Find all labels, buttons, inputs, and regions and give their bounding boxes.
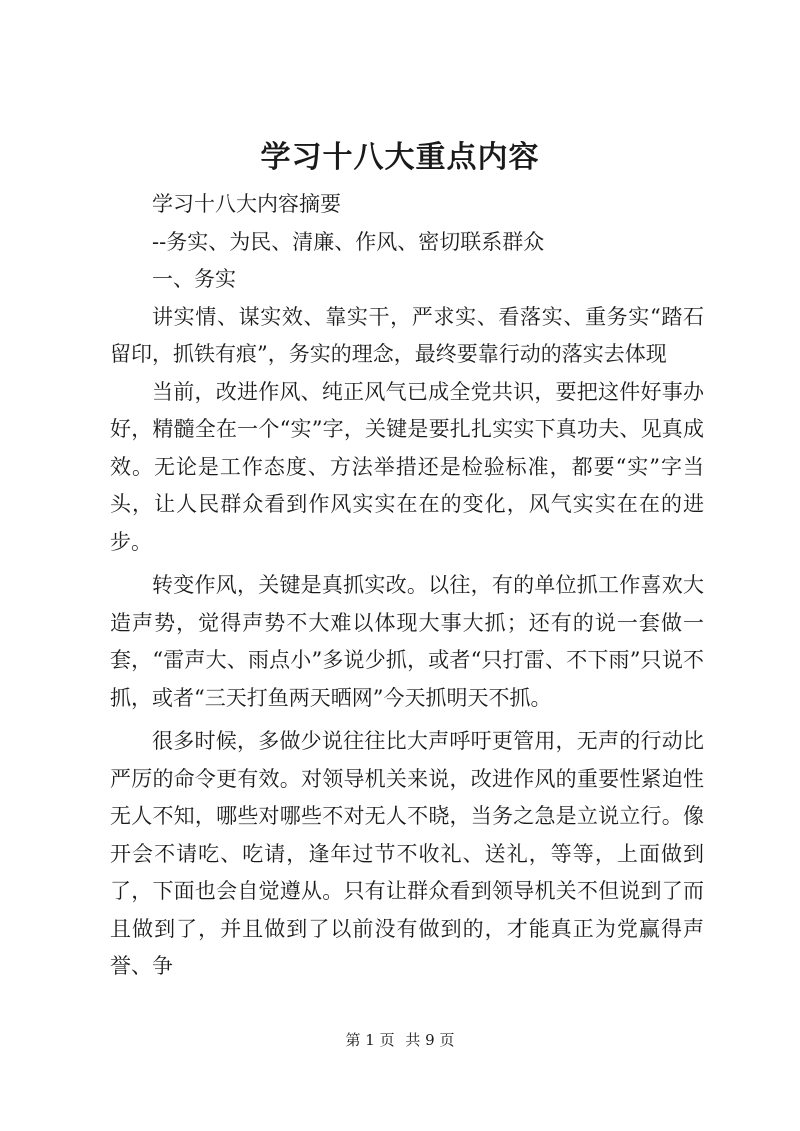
page-number: 第 1 页 bbox=[345, 1031, 395, 1049]
paragraph: 讲实情、谋实效、靠实干，严求实、看落实、重务实“踏石留印，抓铁有痕”，务实的理念，最终要靠行动的落实去体现 bbox=[110, 304, 704, 366]
page-footer bbox=[0, 1030, 800, 1050]
paragraph-summary-heading: 学习十八大内容摘要 bbox=[152, 192, 341, 216]
document-title: 学习十八大重点内容 bbox=[260, 140, 540, 175]
paragraph-section-heading: 一、务实 bbox=[152, 267, 236, 291]
document-body bbox=[110, 186, 704, 986]
paragraph-subtitle: --务实、为民、清廉、作风、密切联系群众 bbox=[152, 229, 545, 254]
page-total: 共 9 页 bbox=[405, 1031, 455, 1049]
paragraph: 当前，改进作风、纯正风气已成全党共识，要把这件好事办好，精髓全在一个“实”字，关键是要扎扎实实下真功夫、见真成效。无论是工作态度、方法举措还是检验标准，都要“实”字当头，让人民群众看到作风实实在在的变化，风气实实在在的进步。 bbox=[110, 379, 704, 554]
paragraph: 很多时候，多做少说往往比大声呼吁更管用，无声的行动比严厉的命令更有效。对领导机关来说，改进作风的重要性紧迫性无人不知，哪些对哪些不对无人不晓，当务之急是立说立行。像开会不请吃、吃请，逢年过节不收礼、送礼，等等，上面做到了，下面也会自觉遵从。只有让群众看到领导机关不但说到了而且做到了，并且做到了以前没有做到的，才能真正为党赢得声誉、争 bbox=[110, 729, 704, 978]
paragraph: 转变作风，关键是真抓实改。以往，有的单位抓工作喜欢大造声势，觉得声势不大难以体现大事大抓；还有的说一套做一套，“雷声大、雨点小”多说少抓，或者“只打雷、不下雨”只说不抓，或者“三天打鱼两天晒网”今天抓明天不抓。 bbox=[110, 573, 704, 710]
